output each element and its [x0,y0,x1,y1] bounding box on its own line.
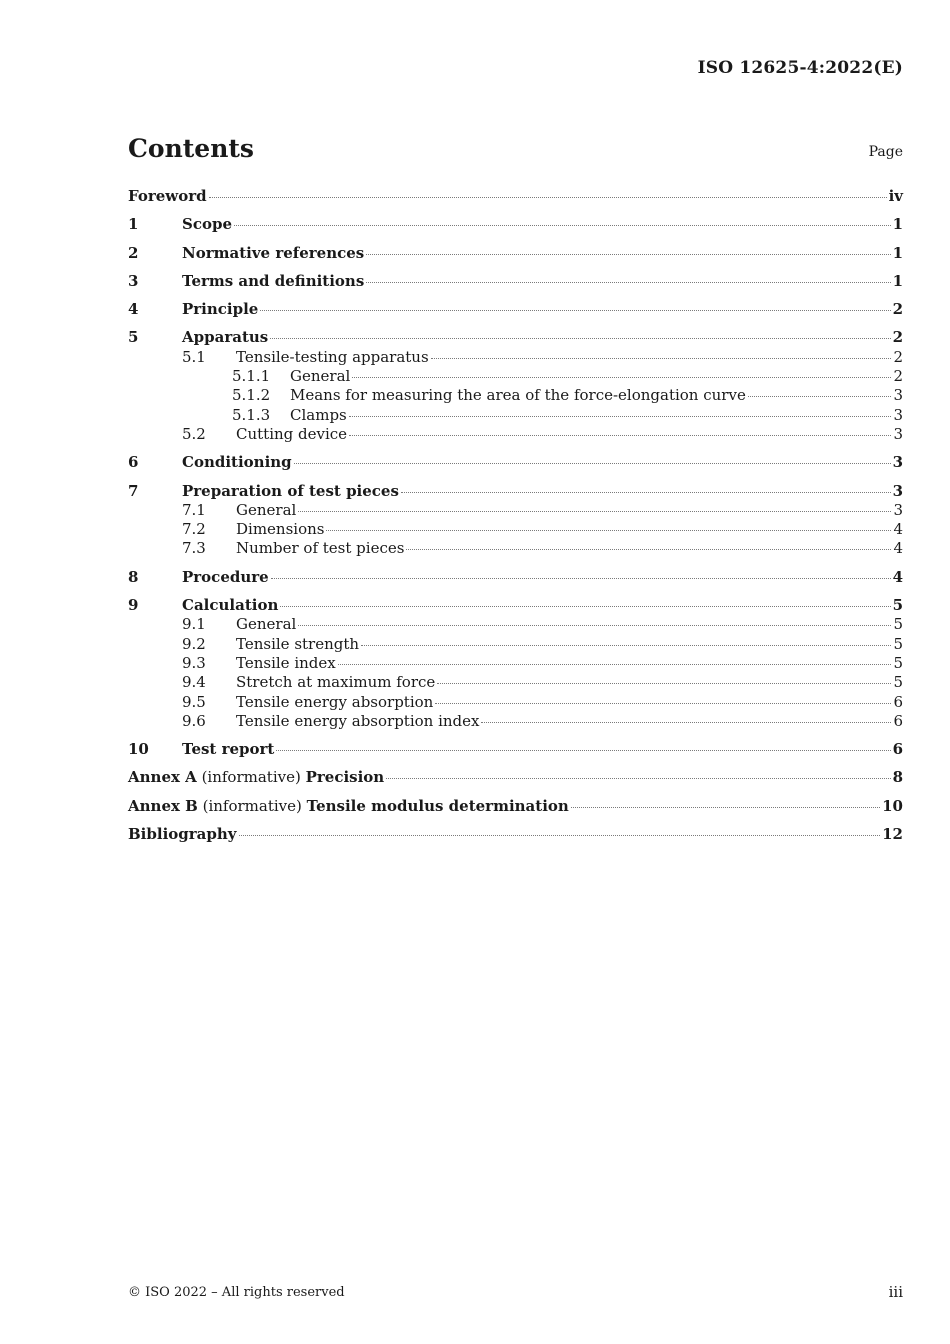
toc-entry-number: 9.3 [182,653,206,672]
toc-entry-number: 5 [128,328,139,347]
page-column-label: Page [868,144,903,160]
page-number: iii [888,1283,903,1301]
dot-leader [270,337,890,339]
toc-entry[interactable] [128,568,903,587]
toc-entry-number: 9.5 [182,692,206,711]
toc-entry-number: 8 [128,567,139,586]
document-id: ISO 12625-4:2022(E) [697,58,903,78]
toc-entry-number: 3 [128,271,139,290]
toc-entry-page: 2 [893,347,903,366]
toc-entry-title: Terms and definitions [182,271,365,290]
toc-entry[interactable] [128,635,903,654]
toc-entry-title: Scope [182,215,233,234]
toc-entry-number: 5.1.3 [232,405,271,424]
toc-entry-number: 5.1.1 [232,367,271,386]
annex-label: Annex A [128,768,197,787]
dot-leader [271,577,891,579]
toc-entry-page: 3 [892,453,903,472]
toc-entry-page: 4 [892,567,903,586]
toc-entry-number: 1 [128,215,139,234]
toc-entry[interactable] [128,596,903,615]
toc-entry-page: 4 [893,539,903,558]
toc-entry-title [128,768,384,787]
toc-entry-number: 6 [128,453,139,472]
dot-leader [361,644,891,646]
toc-entry-title: Dimensions [236,520,325,539]
toc-entry[interactable] [128,187,903,206]
toc-entry-number: 9.4 [182,673,206,692]
dot-leader [431,357,892,359]
toc-entry-page: 10 [882,796,903,815]
toc-entry-number: 10 [128,740,149,759]
toc-entry[interactable] [128,348,903,367]
dot-leader [276,749,890,751]
toc-entry-number: 5.2 [182,424,206,443]
toc-entry-number: 9.1 [182,615,206,634]
dot-leader [280,605,890,607]
toc-entry[interactable] [128,406,903,425]
toc-entry-page: 1 [892,271,903,290]
toc-entry[interactable] [128,673,903,692]
toc-entry-title: Bibliography [128,825,237,844]
toc-entry-page: 4 [893,520,903,539]
toc-entry-title: General [236,615,297,634]
dot-leader [239,834,881,836]
toc-entry-title: Tensile energy absorption index [236,711,480,730]
toc-entry-title: Number of test pieces [236,539,405,558]
dot-leader [209,196,887,198]
dot-leader [406,548,891,550]
toc-entry-title: Calculation [182,596,279,615]
toc-entry-page: 3 [893,405,903,424]
toc-entry-title: Stretch at maximum force [236,673,436,692]
toc-entry[interactable] [128,328,903,347]
toc-entry-page: 3 [893,500,903,519]
toc-entry-page: 1 [892,243,903,262]
toc-entry-title [128,797,569,816]
dot-leader [437,682,891,684]
toc-entry-title: Tensile energy absorption [236,692,434,711]
toc-entry-title: Preparation of test pieces [182,481,399,500]
toc-entry-title: Foreword [128,187,207,205]
dot-leader [435,702,891,704]
toc-entry[interactable] [128,453,903,472]
toc-entry-number: 7.3 [182,539,206,558]
dot-leader [338,663,892,665]
toc-entry[interactable] [128,520,903,539]
dot-leader [352,376,891,378]
toc-entry-page: 2 [893,367,903,386]
toc-entry-number: 7.1 [182,500,206,519]
toc-entry-page: 5 [893,615,903,634]
toc-entry-title: Tensile-testing apparatus [236,347,429,366]
toc-entry[interactable] [128,501,903,520]
toc-entry-page: 5 [893,634,903,653]
toc-entry-number: 5.1 [182,347,206,366]
dot-leader [326,529,891,531]
toc-entry-title: Tensile index [236,653,336,672]
dot-leader [234,224,891,226]
toc-entry[interactable] [128,797,903,816]
toc-entry-number: 9.2 [182,634,206,653]
toc-entry[interactable] [128,425,903,444]
toc-entry-number: 7 [128,481,139,500]
toc-entry-number: 7.2 [182,520,206,539]
toc-entry-page: 5 [893,653,903,672]
dot-leader [386,777,890,779]
toc-entry-page: 2 [892,328,903,347]
toc-entry-number: 2 [128,243,139,262]
toc-entry-page: 1 [892,215,903,234]
toc-entry-title: General [236,500,297,519]
toc-entry-page: 3 [893,386,903,405]
toc-entry[interactable] [128,693,903,712]
dot-leader [298,624,891,626]
toc-entry[interactable] [128,386,903,405]
toc-entry[interactable] [128,244,903,263]
toc-entry-page: iv [888,187,903,205]
dot-leader [298,510,891,512]
toc-entry[interactable] [128,215,903,234]
toc-entry-title: Test report [182,740,275,759]
toc-entry-number: 4 [128,300,139,319]
toc-entry-page: 3 [892,481,903,500]
table-of-contents [128,187,903,844]
toc-entry[interactable] [128,539,903,558]
toc-entry-number: 9 [128,596,139,615]
toc-entry-title: Tensile strength [236,634,360,653]
toc-entry-title: Normative references [182,243,365,262]
annex-title: Tensile modulus determination [306,796,569,815]
toc-entry-page: 5 [892,596,903,615]
toc-entry[interactable] [128,367,903,386]
toc-entry[interactable] [128,615,903,634]
toc-entry-page: 5 [893,673,903,692]
toc-entry[interactable] [128,482,903,501]
dot-leader [748,395,892,397]
toc-entry-title: General [290,367,351,386]
copyright-notice: © ISO 2022 – All rights reserved [128,1285,345,1300]
toc-entry-number: 5.1.2 [232,386,271,405]
toc-entry-title: Cutting device [236,424,348,443]
toc-entry-title: Principle [182,300,259,319]
toc-entry-title: Clamps [290,405,347,424]
toc-entry[interactable] [128,740,903,759]
toc-entry-title: Apparatus [182,328,269,347]
toc-entry-page: 2 [892,300,903,319]
toc-entry-page: 8 [892,768,903,787]
annex-note: (informative) [197,796,307,815]
toc-entry[interactable] [128,272,903,291]
toc-entry-page: 6 [893,692,903,711]
toc-entry-title: Conditioning [182,453,292,472]
dot-leader [571,806,880,808]
annex-label: Annex B [128,796,198,815]
dot-leader [481,721,891,723]
dot-leader [349,434,891,436]
dot-leader [366,253,890,255]
toc-entry[interactable] [128,300,903,319]
page-title: Contents [128,134,255,163]
toc-entry-page: 3 [893,424,903,443]
dot-leader [294,462,891,464]
toc-entry-page: 6 [892,740,903,759]
toc-entry-number: 9.6 [182,711,206,730]
toc-entry[interactable] [128,768,903,787]
toc-entry-page: 6 [893,711,903,730]
toc-entry-title: Procedure [182,567,269,586]
dot-leader [366,281,890,283]
toc-entry-page: 12 [882,825,903,844]
toc-entry[interactable] [128,654,903,673]
dot-leader [349,415,892,417]
toc-entry[interactable] [128,712,903,731]
toc-entry[interactable] [128,825,903,844]
annex-note: (informative) [196,768,306,787]
annex-title: Precision [305,768,385,787]
dot-leader [260,309,890,311]
toc-entry-title: Means for measuring the area of the force-elongation curve [290,386,746,405]
dot-leader [401,491,891,493]
